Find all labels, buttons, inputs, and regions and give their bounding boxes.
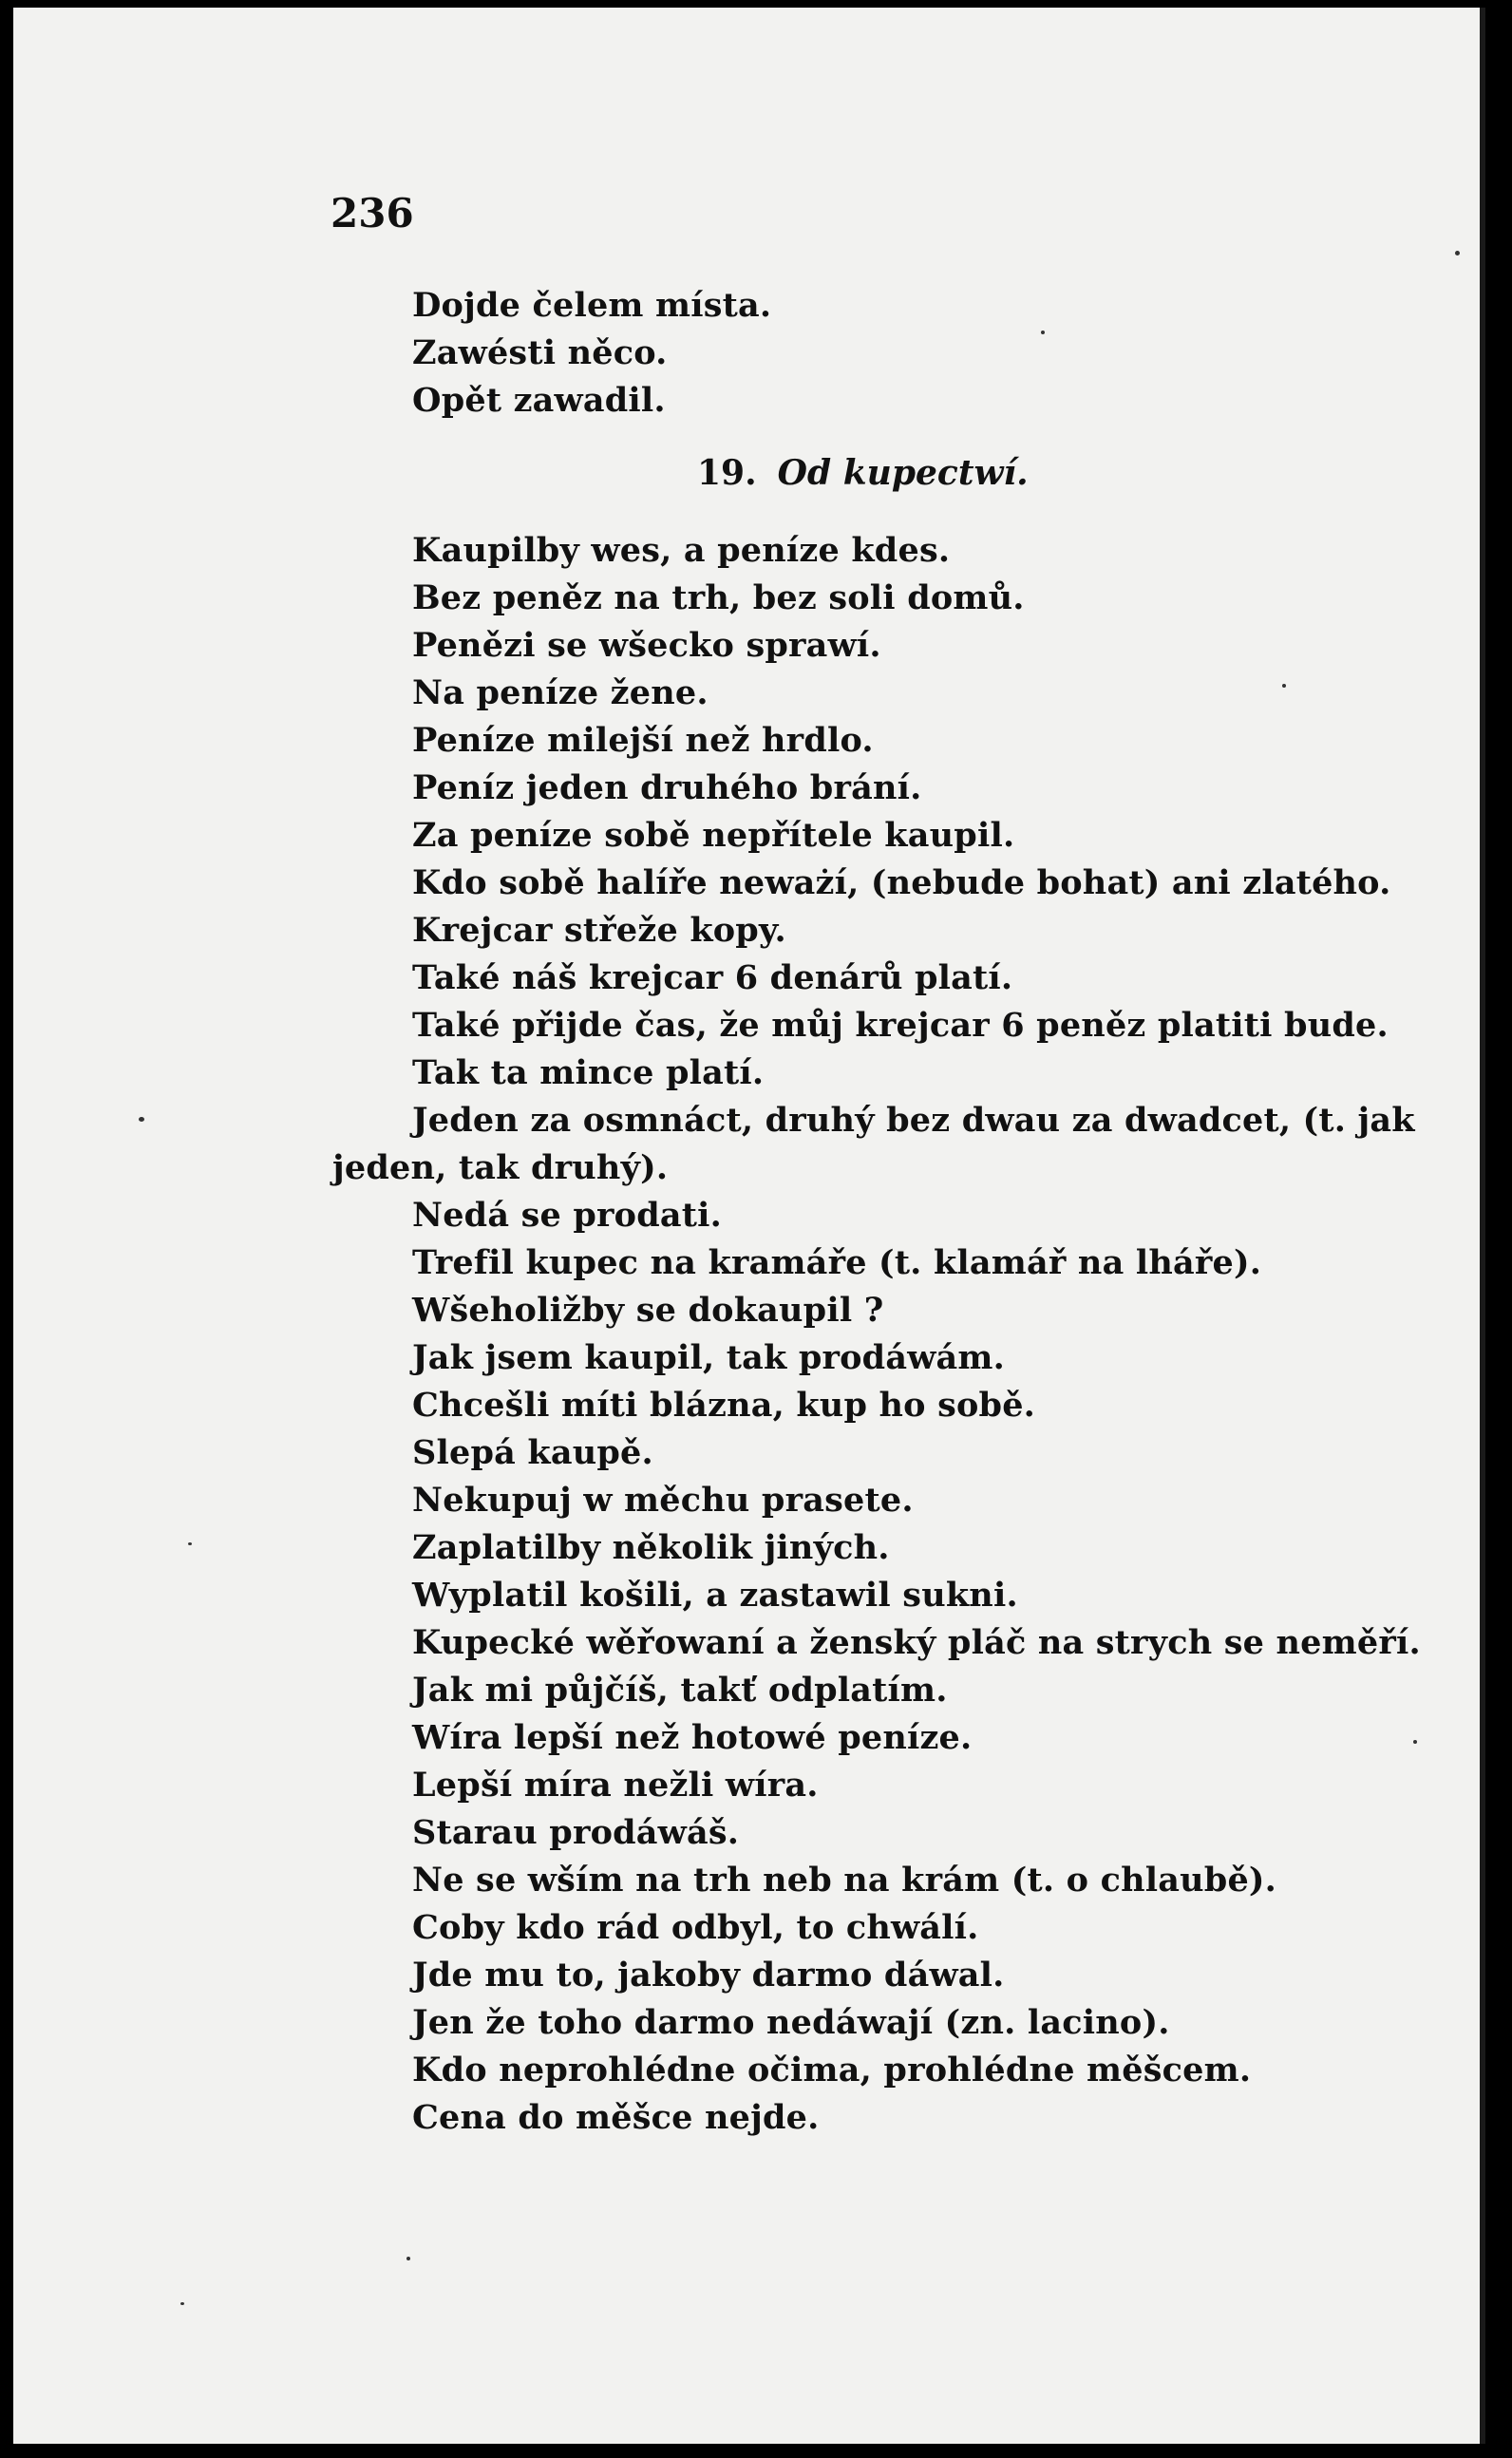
- text-line: Na peníze žene.: [412, 673, 709, 712]
- print-speck: [1041, 331, 1045, 334]
- page-number: 236: [331, 190, 414, 236]
- text-line: Tak ta mince platí.: [412, 1053, 765, 1092]
- print-speck: [1413, 1740, 1417, 1744]
- text-line: Jak jsem kaupil, tak prodáwám.: [412, 1338, 1006, 1377]
- print-speck: [1282, 684, 1286, 688]
- text-line: Cena do měšce nejde.: [412, 2098, 820, 2137]
- text-line: Také náš krejcar 6 denárů platí.: [412, 958, 1013, 997]
- text-line: Dojde čelem místa.: [412, 286, 772, 325]
- text-line: Peníze milejší než hrdlo.: [412, 721, 874, 760]
- section-number: 19.: [697, 453, 757, 493]
- text-line: Zawésti něco.: [412, 333, 668, 372]
- text-line: Kaupilby wes, a peníze kdes.: [412, 531, 951, 570]
- text-line: Také přijde čas, že můj krejcar 6 peněz platiti bude.: [412, 1006, 1389, 1045]
- text-line: Chcešli míti blázna, kup ho sobě.: [412, 1386, 1036, 1425]
- text-line: Wíra lepší než hotowé peníze.: [412, 1718, 973, 1757]
- section-heading: [697, 453, 1029, 493]
- text-line: Kupecké wěřowaní a ženský pláč na strych se neměří.: [412, 1623, 1421, 1662]
- text-line: Penězi se wšecko sprawí.: [412, 626, 881, 665]
- text-line: jeden, tak druhý).: [332, 1148, 669, 1187]
- text-line: Ne se wším na trh neb na krám (t. o chlaubě).: [412, 1861, 1277, 1900]
- text-line: Jen že toho darmo nedáwají (zn. lacino).: [412, 2003, 1170, 2042]
- text-line: Zaplatilby několik jiných.: [412, 1528, 890, 1567]
- text-line: Peníz jeden druhého brání.: [412, 768, 922, 807]
- text-line: Trefil kupec na kramáře (t. klamář na lháře).: [412, 1243, 1262, 1282]
- text-line: Za peníze sobě nepřítele kaupil.: [412, 816, 1015, 855]
- print-speck: [406, 2257, 410, 2260]
- text-block: [13, 8, 1480, 2444]
- print-speck: [180, 2302, 184, 2305]
- print-speck: [188, 1542, 192, 1545]
- text-line: Kdo neprohlédne očima, prohlédne měšcem.: [412, 2051, 1252, 2089]
- text-line: Slepá kaupě.: [412, 1433, 653, 1472]
- text-line: Opět zawadil.: [412, 381, 666, 420]
- text-line: Kdo sobě halíře neważí, (nebude bohat) ani zlatého.: [412, 863, 1391, 902]
- text-line: Starau prodáwáš.: [412, 1813, 740, 1852]
- book-page: [13, 8, 1485, 2444]
- text-line: Wyplatil košili, a zastawil sukni.: [412, 1576, 1018, 1615]
- text-line: Nekupuj w měchu prasete.: [412, 1481, 914, 1520]
- text-line: Wšeholižby se dokaupil ?: [412, 1291, 884, 1330]
- text-line: Jeden za osmnáct, druhý bez dwau za dwadcet, (t. jak: [412, 1101, 1415, 1140]
- text-line: Coby kdo rád odbyl, to chwálí.: [412, 1908, 979, 1947]
- text-line: Jde mu to, jakoby darmo dáwal.: [412, 1956, 1005, 1995]
- text-line: Jak mi půjčíš, takť odplatím.: [412, 1671, 948, 1710]
- text-line: Krejcar střeže kopy.: [412, 911, 786, 950]
- text-line: Nedá se prodati.: [412, 1196, 723, 1235]
- section-title: Od kupectwí.: [777, 453, 1029, 493]
- print-speck: [139, 1117, 144, 1122]
- print-speck: [1455, 251, 1460, 255]
- text-line: Lepší míra nežli wíra.: [412, 1766, 819, 1805]
- text-line: Bez peněz na trh, bez soli domů.: [412, 578, 1025, 617]
